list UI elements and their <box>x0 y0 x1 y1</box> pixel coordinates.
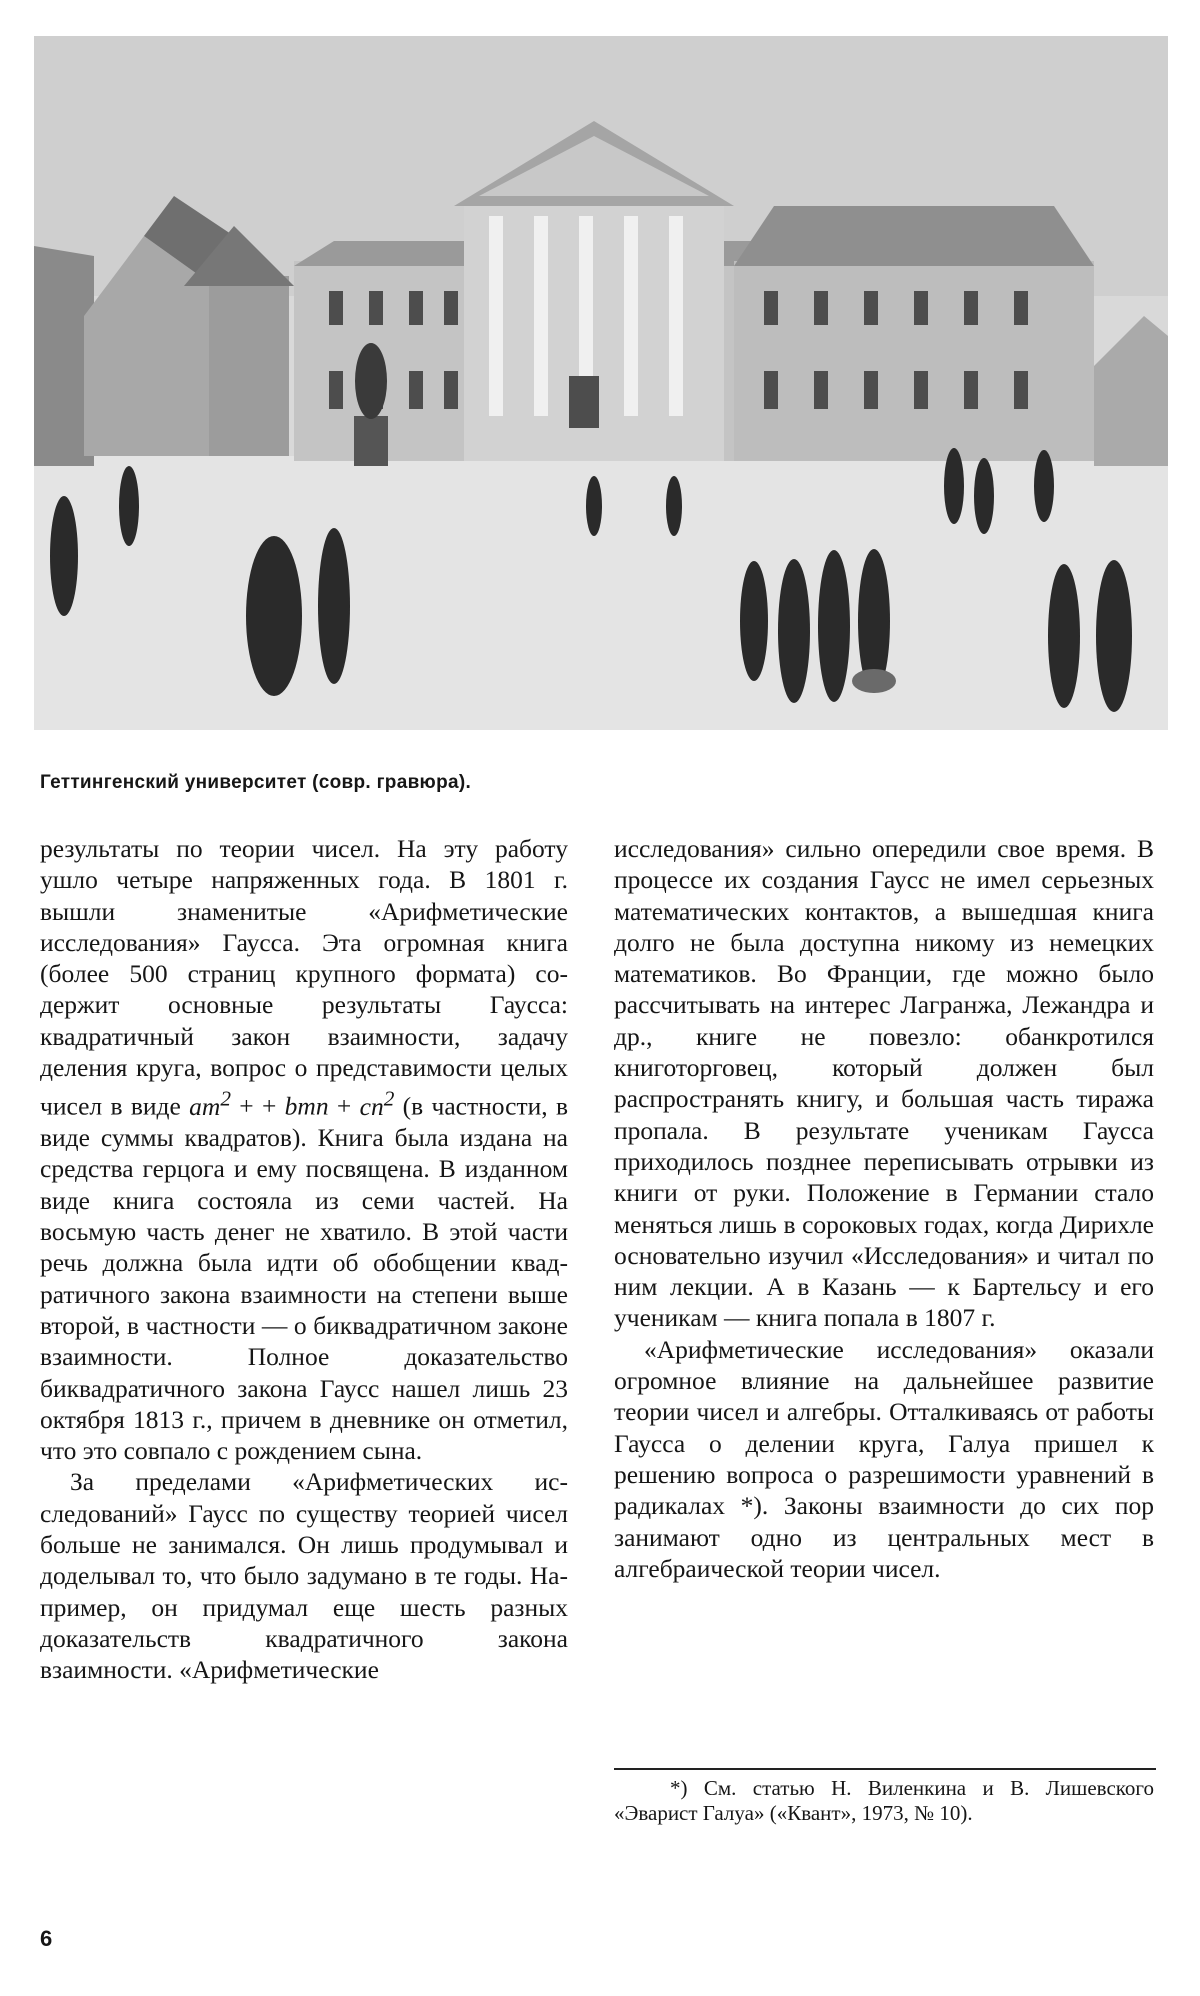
formula-bmn: bmn <box>284 1091 329 1121</box>
left-paragraph-1-tail: (в частности, в виде суммы квадратов). Книга была издана на средства герцога и ему посвящена. В изданном виде книга состояла из семи частей. На восьмую часть денег не хватило. В этой части речь должна была идти об обобщении квадратичного закона взаимности на степени выше второй, в частности — о биквадратичном законе взаимности. Полное доказательство биквадратичного закона Гаусс нашел лишь 23 октября 1813 г., причем в дневнике он отметил, что это совпало с рождением сына. <box>40 1091 568 1466</box>
left-paragraph-1: результаты по теории чисел. На эту работу ушло четыре напряженных года. В 1801 г. вышли знаменитые «Арифметические исследования» Гаусса. Эта огромная книга (более 500 страниц крупного формата) содержит основные результаты Гаусса: квадратичный закон взаимности, задачу деления круга, вопрос о представимости целых чисел в виде $am^2$ + + bmn + $cn^2$ (в частности, в виде суммы квадратов). Книга была издана на средства герцога и ему посвящена. В изданном виде книга состояла из семи частей. На восьмую часть денег не хватило. В этой части речь должна была идти об обобщении квадратичного закона взаимности на степени выше второй, в частности — о биквадратичном законе взаимности. Полное доказательство биквадратичного закона Гаусс нашел лишь 23 октября 1813 г., причем в дневнике он отметил, что это совпало с рождением сына. <box>40 834 568 1466</box>
gottingen-university-engraving <box>34 36 1168 730</box>
footnote-rule <box>614 1768 1156 1770</box>
footnote-text: *) См. статью Н. Виленкина и В. Лишевского «Эварист Галуа» («Квант», 1973, № 10). <box>614 1776 1154 1825</box>
left-paragraph-1-text: результаты по теории чисел. На эту работу ушло четыре напряженных года. В 1801 г. вышли знаменитые «Арифметические исследования» Гаусса. Эта огромная книга (более 500 страниц крупного формата) содержит основные результаты Гаусса: квадратичный закон взаимности, задачу деления круга, вопрос о представимости целых чисел в виде <box>40 834 568 1121</box>
left-paragraph-2: За пределами «Арифметических исследований» Гаусс по существу теорией чисел больше не занимался. Он лишь продумывал и доделывал то, что было задумано в те годы. Например, он придумал еще шесть разных доказательств квадратичного закона взаимности. «Арифметические <box>40 1467 568 1685</box>
right-paragraph-1: исследования» сильно опередили свое время. В процессе их создания Гаусс не имел серьезных математических контактов, а вышедшая книга долго не была доступна никому из немецких математиков. Во Франции, где можно было рассчитывать на интерес Лагранжа, Лежандра и др., книге не повезло: обанкротился книготорговец, который должен был распространять книгу, и большая часть тиража пропала. В результате ученикам Гаусса приходилось позднее переписывать отрывки из книги от руки. Положение в Германии стало меняться лишь в сороковых годах, когда Дирихле основательно изучил «Исследования» и читал по ним лекции. А в Казань — к Бартельсу и его ученикам — книга попала в 1807 г. <box>614 834 1154 1333</box>
figure-caption: Геттингенский университет (совр. гравюра). <box>40 772 472 793</box>
text-column-right <box>614 833 1154 1584</box>
footnote <box>614 1776 1154 1826</box>
formula-cn2: $cn^2$ <box>359 1086 395 1121</box>
right-paragraph-2: «Арифметические исследования» оказали огромное влияние на дальнейшее развитие теории чисел и алгебры. Отталкиваясь от работы Гаусса о делении круга, Галуа пришел к решению вопроса о разрешимости уравнений в радикалах *). Законы взаимности до сих пор занимают одно из центральных мест в алгебраической теории чисел. <box>614 1334 1154 1583</box>
formula-am2: $am^2$ <box>189 1086 231 1121</box>
text-column-left <box>40 833 568 1686</box>
page-number: 6 <box>40 1926 53 1951</box>
